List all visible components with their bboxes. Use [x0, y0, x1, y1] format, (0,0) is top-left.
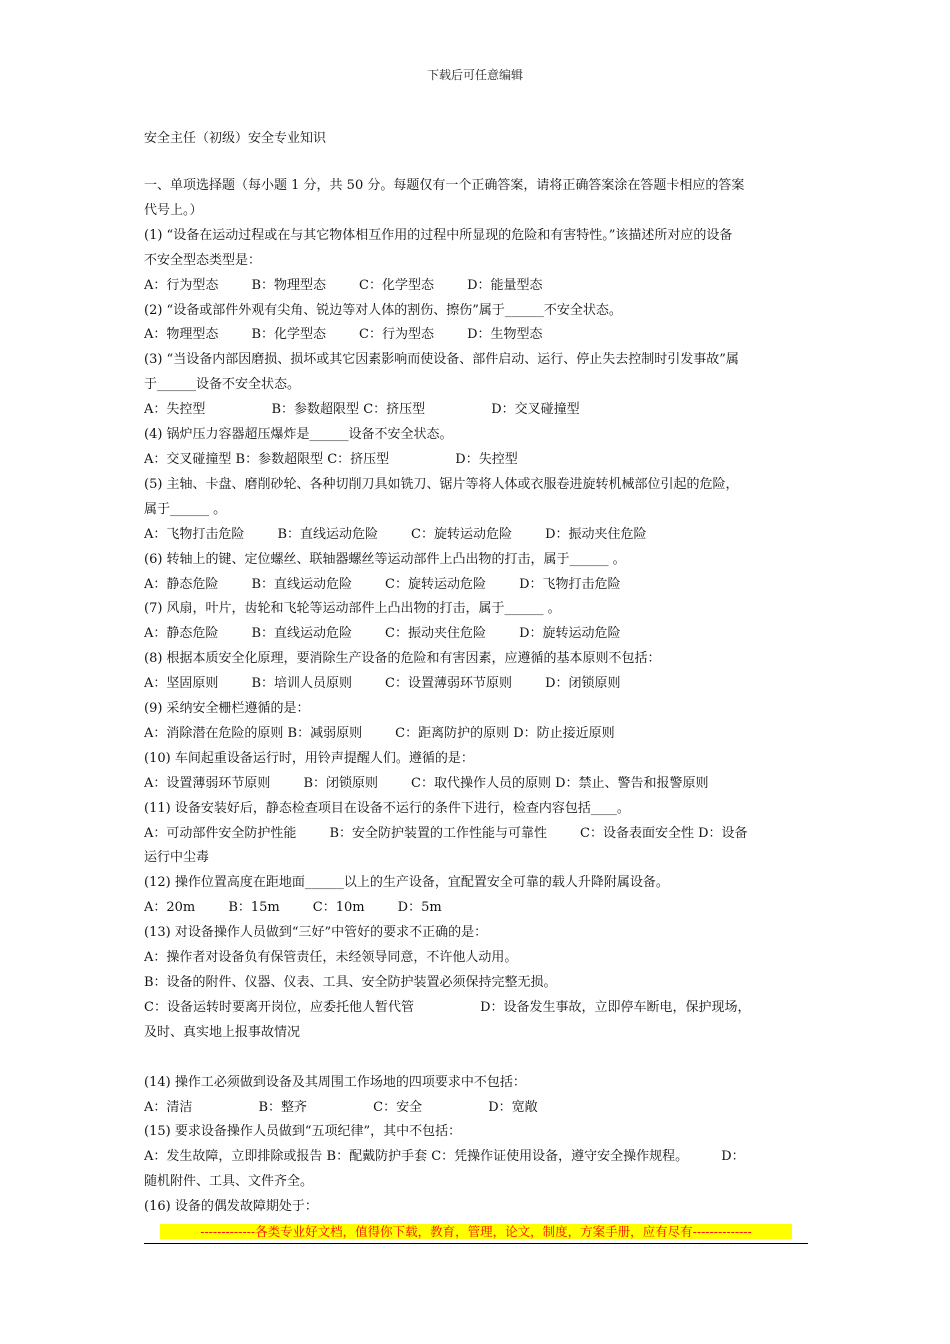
question-list: [144, 174, 808, 1220]
text-line: C：设备运转时要离开岗位，应委托他人暂代管 D：设备发生事故，立即停车断电，保护现场，: [144, 999, 751, 1015]
text-line: A：消除潜在危险的原则 B：减弱原则 C：距离防护的原则 D：防止接近原则: [144, 725, 615, 741]
text-line: (9) 采纳安全栅栏遵循的是：: [144, 701, 310, 717]
blank-line: [144, 1046, 808, 1071]
text-line: A：清洁 B：整齐 C：安全 D：宽敞: [144, 1099, 538, 1115]
text-line: A：设置薄弱环节原则 B：闭锁原则 C：取代操作人员的原则 D：禁止、警告和报警原则: [144, 775, 709, 791]
footer-rule: [144, 1243, 808, 1244]
text-line: A：操作者对设备负有保管责任，未经领导同意，不许他人动用。: [144, 950, 518, 966]
text-line: (4) 锅炉压力容器超压爆炸是______设备不安全状态。: [144, 427, 453, 443]
text-line: A：飞物打击危险 B：直线运动危险 C：旋转运动危险 D：振动夹住危险: [144, 526, 647, 542]
text-line: (10) 车间起重设备运行时，用铃声提醒人们。遵循的是：: [144, 750, 474, 766]
text-line: A：发生故障，立即排除或报告 B：配戴防护手套 C：凭操作证使用设备，遵守安全操作规程。 D：: [144, 1149, 745, 1165]
text-line: 不安全型态类型是：: [144, 252, 262, 268]
text-line: (6) 转轴上的键、定位螺丝、联轴器螺丝等运动部件上凸出物的打击，属于______ 。: [144, 551, 626, 567]
text-line: (11) 设备安装好后，静态检查项目在设备不运行的条件下进行，检查内容包括____。: [144, 800, 630, 816]
text-line: (8) 根据本质安全化原理，要消除生产设备的危险和有害因素，应遵循的基本原则不包括：: [144, 651, 661, 667]
text-line: A：坚固原则 B：培训人员原则 C：设置薄弱环节原则 D：闭锁原则: [144, 676, 621, 692]
text-line: B：设备的附件、仪器、仪表、工具、安全防护装置必须保持完整无损。: [144, 975, 557, 990]
text-line: A：失控型 B：参数超限型 C：挤压型 D：交叉碰撞型: [144, 402, 580, 418]
document-title: 安全主任（初级）安全专业知识: [144, 131, 327, 146]
text-line: 属于______ 。: [144, 501, 227, 517]
text-line: A：交叉碰撞型 B：参数超限型 C：挤压型 D：失控型: [144, 451, 518, 467]
text-line: (12) 操作位置高度在距地面______以上的生产设备，宜配置安全可靠的载人升降附属设备。: [144, 875, 669, 891]
text-line: A：20m B：15m C：10m D：5m: [144, 900, 442, 916]
text-line: (16) 设备的偶发故障期处于：: [144, 1199, 318, 1215]
text-line: 于______设备不安全状态。: [144, 377, 301, 393]
text-line: 随机附件、工具、文件齐全。: [144, 1174, 314, 1190]
text-line: (1) “设备在运动过程或在与其它物体相互作用的过程中所显现的危险和有害特性。”该描述所对应的设备: [144, 227, 733, 243]
page-header: 下载后可任意编辑: [426, 68, 523, 82]
text-line: 运行中尘毒: [144, 850, 210, 866]
text-line: (14) 操作工必须做到设备及其周围工作场地的四项要求中不包括：: [144, 1074, 526, 1090]
text-line: A：静态危险 B：直线运动危险 C：振动夹住危险 D：旋转运动危险: [144, 626, 621, 642]
footer-banner: -------------各类专业好文档，值得你下载，教育，管理，论文，制度，方案手册，应有尽有--------------: [200, 1224, 752, 1239]
text-line: (7) 风扇，叶片，齿轮和飞轮等运动部件上凸出物的打击，属于______ 。: [144, 601, 561, 617]
text-line: A：行为型态 B：物理型态 C：化学型态 D：能量型态: [144, 277, 543, 293]
text-line: (15) 要求设备操作人员做到“五项纪律”，其中不包括：: [144, 1124, 462, 1140]
text-line: (5) 主轴、卡盘、磨削砂轮、各种切削刀具如铣刀、锯片等将人体或衣服卷进旋转机械部位引起的危险，: [144, 476, 739, 492]
text-line: (13) 对设备操作人员做到“三好”中管好的要求不正确的是：: [144, 925, 488, 941]
text-line: (3) “当设备内部因磨损、损坏或其它因素影响而使设备、部件启动、运行、停止失去控制时引发事故”属: [144, 352, 739, 368]
text-line: (2) “设备或部件外观有尖角、锐边等对人体的割伤、擦伤”属于______不安全状态。: [144, 302, 622, 318]
text-line: A：可动部件安全防护性能 B：安全防护装置的工作性能与可靠性 C：设备表面安全性 D：设备: [144, 825, 748, 841]
text-line: 一、单项选择题（每小题 1 分，共 50 分。每题仅有一个正确答案，请将正确答案涂在答题卡相应的答案: [144, 178, 745, 193]
text-line: 及时、真实地上报事故情况: [144, 1024, 301, 1040]
text-line: 代号上。）: [144, 202, 203, 218]
text-line: A：静态危险 B：直线运动危险 C：旋转运动危险 D：飞物打击危险: [144, 576, 621, 592]
text-line: A：物理型态 B：化学型态 C：行为型态 D：生物型态: [144, 327, 543, 343]
